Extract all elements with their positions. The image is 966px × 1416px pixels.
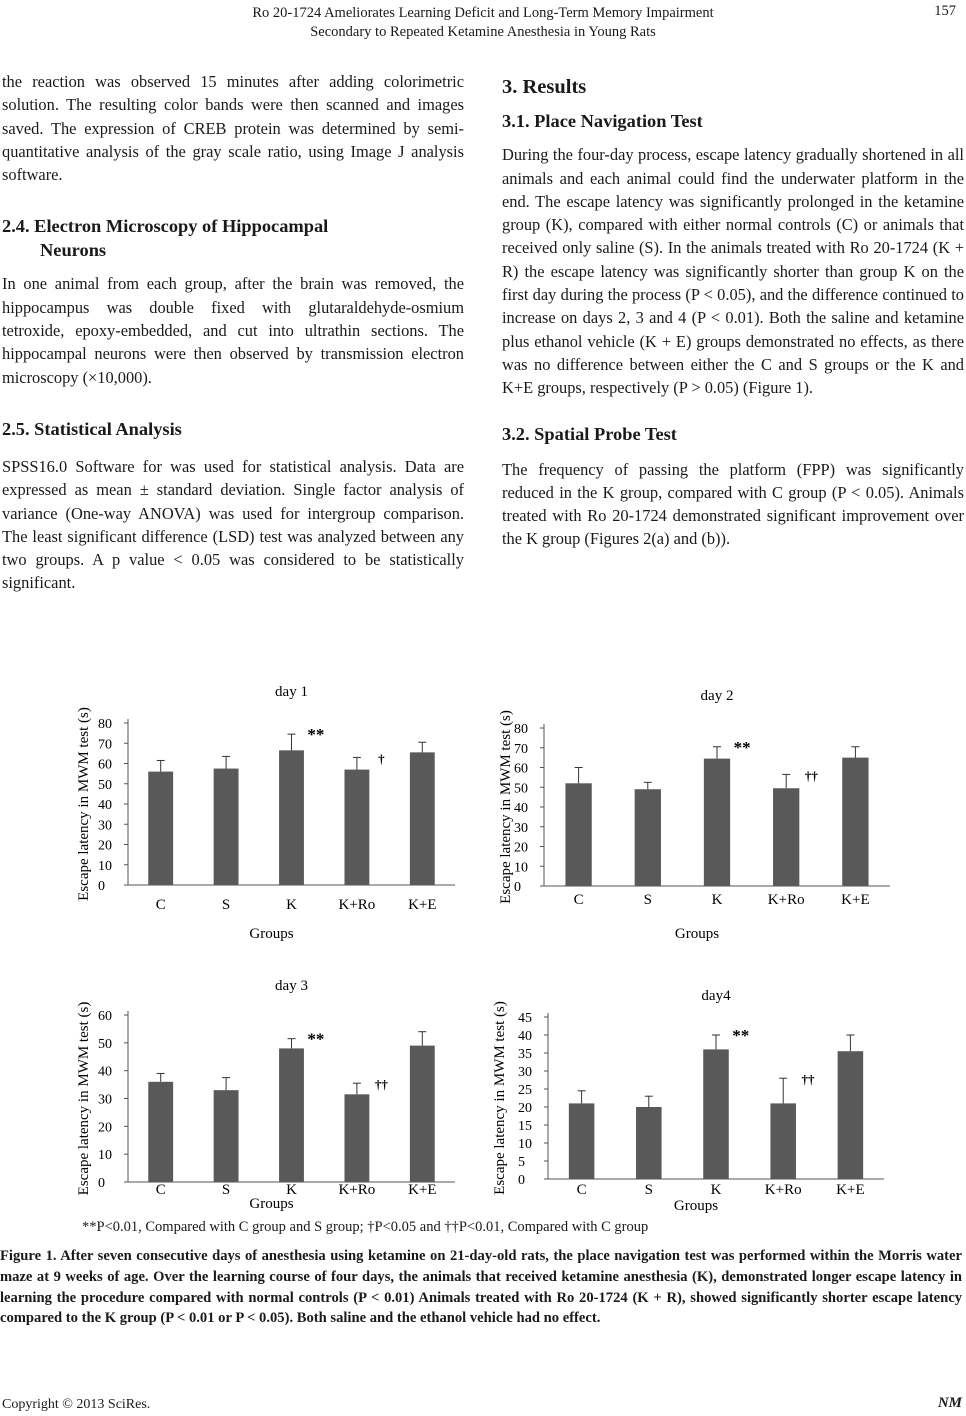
y-tick-label: 15 bbox=[518, 1119, 532, 1134]
section-3-1-heading: 3.1. Place Navigation Test bbox=[502, 111, 703, 132]
running-header bbox=[0, 4, 966, 42]
y-tick-label: 50 bbox=[98, 1036, 112, 1052]
y-tick-label: 40 bbox=[518, 1029, 532, 1044]
footer-copyright: Copyright © 2013 SciRes. bbox=[2, 1397, 151, 1412]
y-tick-label: 10 bbox=[98, 1148, 112, 1164]
y-tick-label: 10 bbox=[514, 860, 528, 876]
left-column bbox=[2, 70, 464, 595]
y-tick-label: 80 bbox=[514, 722, 528, 737]
y-tick-label: 30 bbox=[98, 818, 112, 834]
bar-s bbox=[214, 769, 239, 885]
x-axis-label: Groups bbox=[674, 926, 720, 942]
chart-title: day 3 bbox=[275, 978, 308, 994]
y-axis-label: Escape latency in MWM test (s) bbox=[492, 1001, 508, 1195]
bar-k bbox=[704, 759, 730, 886]
bar-c bbox=[569, 1103, 595, 1179]
bar-k bbox=[279, 1048, 304, 1182]
bar-c bbox=[565, 783, 591, 886]
section-2-5-heading: 2.5. Statistical Analysis bbox=[2, 418, 182, 439]
chart-day4 bbox=[486, 980, 902, 1215]
bar-s bbox=[635, 789, 661, 886]
section-3-1-text: During the four-day process, escape latency gradually shortened in all animals and each animal could find the underwater platform in the end. The escape latency was significantly prolonged in the ketamine group (K), compared with either normal controls (C) or animals that received only saline (S). In the animals treated with Ro 20-1724 (K + R) the escape latency was significantly shorter than group K on the first day during the process (P < 0.05), and the difference continued to increase on days 2, 3 and 4 (P < 0.01). Both the saline and ketamine plus ethanol vehicle (K + E) groups demonstrated no effects, as there was no difference between either the C and S groups or the K and K+E groups, respectively (P > 0.05) (Figure 1). bbox=[502, 145, 964, 398]
bar-k-e bbox=[410, 1046, 435, 1182]
y-tick-label: 30 bbox=[514, 820, 528, 836]
chart-title: day 2 bbox=[700, 688, 734, 704]
section-3-2-text: The frequency of passing the platform (FPP) was significantly reduced in the K group, compared with C group (P < 0.05). Animals treated with Ro 20-1724 demonstrated significant improvement over the K group (Figures 2(a) and (b)). bbox=[502, 459, 964, 549]
y-axis-label: Escape latency in MWM test (s) bbox=[76, 1001, 92, 1196]
page-number: 157 bbox=[934, 3, 956, 19]
y-tick-label: 0 bbox=[518, 1173, 525, 1188]
significance-marker: † bbox=[378, 751, 385, 767]
y-tick-label: 50 bbox=[514, 781, 528, 797]
y-tick-label: 25 bbox=[518, 1083, 532, 1098]
bar-k-e bbox=[410, 752, 435, 885]
y-axis-label: Escape latency in MWM test (s) bbox=[498, 710, 514, 904]
y-tick-label: 20 bbox=[518, 1101, 532, 1116]
x-tick-label: K+E bbox=[408, 897, 437, 913]
y-tick-label: 45 bbox=[518, 1011, 532, 1026]
left-paragraph-1: the reaction was observed 15 minutes after adding colorimetric solution. The resulting color bands were then scanned and images saved. The expression of CREB protein was determined by semi-quantitative analysis of the gray scale ratio, using Image J analysis software. bbox=[2, 72, 464, 185]
x-tick-label: S bbox=[644, 1182, 653, 1198]
chart-title: day4 bbox=[701, 988, 731, 1004]
y-tick-label: 70 bbox=[98, 737, 112, 753]
x-tick-label: C bbox=[576, 1182, 587, 1198]
significance-marker: ** bbox=[732, 1026, 750, 1045]
x-tick-label: C bbox=[573, 892, 584, 908]
section-2-5-text: SPSS16.0 Software for was used for statistical analysis. Data are expressed as mean ± standard deviation. Single factor analysis of variance (One-way ANOVA) was used for intergroup comparison. The least significant difference (LSD) test was analyzed between any two groups. A p value < 0.05 was considered to be statistically significant. bbox=[2, 456, 464, 593]
x-tick-label: K bbox=[710, 1182, 722, 1198]
results-heading: 3. Results bbox=[502, 76, 587, 98]
y-tick-label: 50 bbox=[98, 777, 112, 793]
x-tick-label: K bbox=[286, 1182, 297, 1198]
x-tick-label: K+Ro bbox=[767, 892, 805, 908]
section-2-4-heading bbox=[2, 214, 464, 262]
bar-k-e bbox=[838, 1051, 864, 1179]
y-tick-label: 20 bbox=[514, 840, 528, 856]
x-tick-label: K+E bbox=[408, 1182, 437, 1198]
significance-marker: †† bbox=[374, 1077, 388, 1093]
figure-caption: Figure 1. After seven consecutive days of anesthesia using ketamine on 21-day-old rats, the place navigation test was performed within the Morris water maze at 9 weeks of age. Over the learning course of four days, the animals that received ketamine anesthesia (K), demonstrated longer escape latency in learning the procedure compared with normal controls (P < 0.01) Animals treated with Ro 20-1724 (K + R), showed significantly shorter escape latency compared to the K group (P < 0.01 or P < 0.05). Both saline and the ethanol vehicle had no effect. bbox=[0, 1248, 962, 1327]
bar-k-ro bbox=[344, 1094, 369, 1182]
y-tick-label: 0 bbox=[514, 880, 521, 895]
section-2-4-heading-line2: Neurons bbox=[40, 240, 107, 261]
x-axis-label: Groups bbox=[249, 926, 294, 942]
x-tick-label: S bbox=[221, 897, 231, 913]
running-header-line1: Ro 20-1724 Ameliorates Learning Deficit and Long-Term Memory Impairment bbox=[252, 5, 714, 21]
y-tick-label: 60 bbox=[98, 757, 112, 773]
significance-marker: †† bbox=[801, 1072, 815, 1088]
y-tick-label: 40 bbox=[98, 1064, 112, 1080]
bar-k bbox=[703, 1049, 729, 1179]
y-tick-label: 5 bbox=[518, 1155, 525, 1170]
y-axis-label: Escape latency in MWM test (s) bbox=[76, 707, 92, 901]
bar-s bbox=[214, 1090, 239, 1182]
y-tick-label: 30 bbox=[518, 1065, 532, 1080]
bar-k-ro bbox=[770, 1103, 796, 1179]
x-axis-label: Groups bbox=[249, 1196, 294, 1212]
y-tick-label: 30 bbox=[98, 1092, 112, 1108]
y-tick-label: 10 bbox=[98, 858, 112, 874]
chart-title: day 1 bbox=[275, 684, 308, 700]
x-tick-label: S bbox=[221, 1182, 231, 1198]
bar-c bbox=[148, 772, 173, 885]
chart-day3 bbox=[70, 970, 470, 1215]
significance-marker: ** bbox=[733, 737, 751, 757]
significance-marker: ** bbox=[307, 1029, 325, 1049]
x-tick-label: K+E bbox=[841, 892, 870, 908]
y-tick-label: 80 bbox=[98, 717, 112, 732]
x-tick-label: K bbox=[286, 897, 297, 913]
y-tick-label: 20 bbox=[98, 838, 112, 854]
bar-k-e bbox=[842, 758, 868, 886]
x-tick-label: K+Ro bbox=[338, 1182, 376, 1198]
bar-k bbox=[279, 750, 304, 885]
y-tick-label: 70 bbox=[514, 741, 528, 757]
section-2-4-text: In one animal from each group, after the brain was removed, the hippocampus was double fixed with glutaraldehyde-osmium tetroxide, epoxy-embedded, and cut into ultrathin sections. The hippocampal neurons were then observed by transmission electron microscopy (×10,000). bbox=[2, 274, 464, 387]
x-tick-label: S bbox=[643, 892, 652, 908]
x-tick-label: K+Ro bbox=[338, 897, 376, 913]
section-2-4-heading-line1: 2.4. Electron Microscopy of Hippocampal bbox=[2, 216, 329, 237]
x-tick-label: C bbox=[155, 897, 166, 913]
y-tick-label: 40 bbox=[98, 798, 112, 813]
bar-k-ro bbox=[773, 788, 799, 886]
figure-footnote: **P<0.01, Compared with C group and S group; †P<0.05 and ††P<0.01, Compared with C group bbox=[82, 1219, 649, 1235]
significance-marker: ** bbox=[307, 725, 325, 745]
y-tick-label: 35 bbox=[518, 1047, 532, 1062]
bar-c bbox=[148, 1082, 173, 1182]
y-tick-label: 40 bbox=[514, 801, 528, 816]
y-tick-label: 20 bbox=[98, 1120, 112, 1136]
bar-k-ro bbox=[344, 770, 369, 885]
x-tick-label: C bbox=[155, 1182, 166, 1198]
y-tick-label: 10 bbox=[518, 1137, 532, 1152]
y-tick-label: 0 bbox=[98, 1176, 105, 1191]
y-tick-label: 60 bbox=[514, 761, 528, 777]
section-3-2-heading: 3.2. Spatial Probe Test bbox=[502, 423, 677, 444]
x-tick-label: K bbox=[711, 892, 723, 908]
y-tick-label: 60 bbox=[98, 1009, 112, 1024]
running-header-line2: Secondary to Repeated Ketamine Anesthesia in Young Rats bbox=[310, 24, 656, 40]
chart-day1 bbox=[70, 675, 470, 950]
x-tick-label: K+Ro bbox=[764, 1182, 802, 1198]
footer-journal: NM bbox=[937, 1395, 962, 1411]
bar-s bbox=[636, 1107, 662, 1179]
x-axis-label: Groups bbox=[673, 1198, 719, 1214]
x-tick-label: K+E bbox=[836, 1182, 865, 1198]
y-tick-label: 0 bbox=[98, 879, 105, 894]
significance-marker: †† bbox=[804, 768, 818, 784]
right-column bbox=[502, 76, 964, 551]
chart-day2 bbox=[492, 680, 902, 950]
